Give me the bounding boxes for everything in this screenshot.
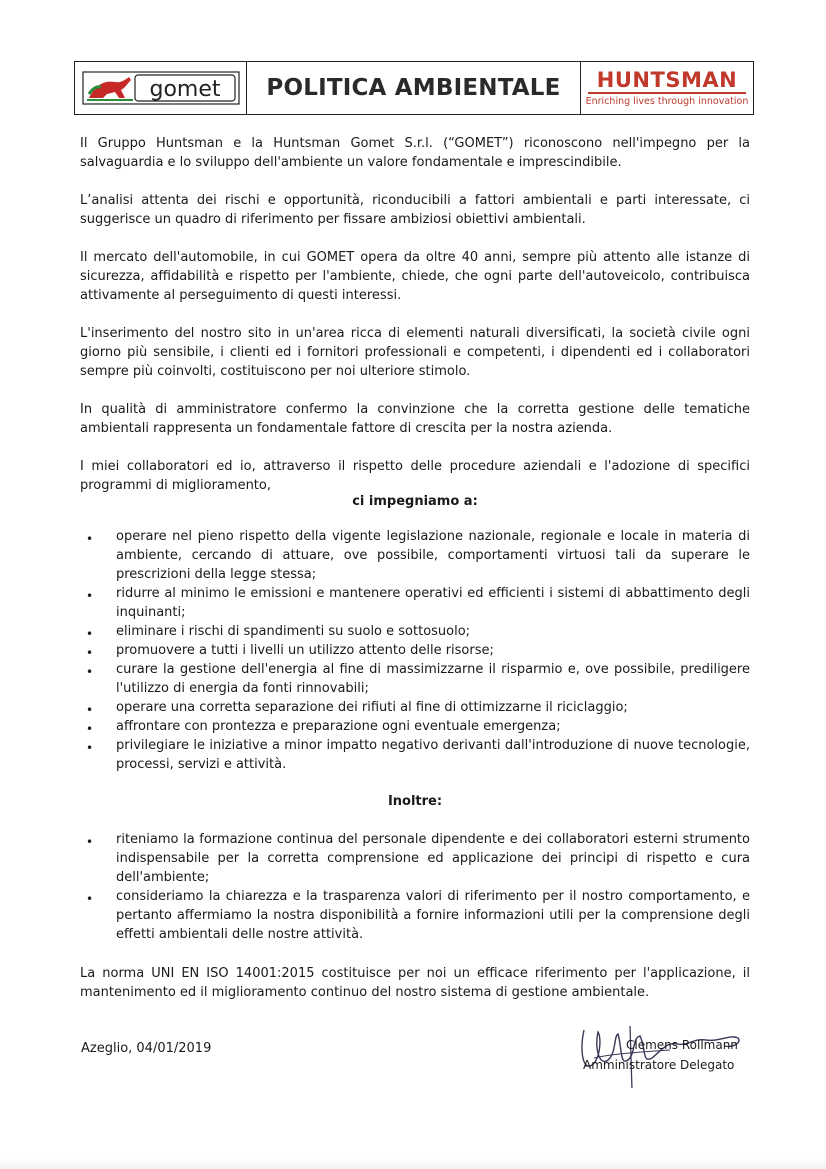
huntsman-rule [588,92,746,94]
bullet-glyph: • [86,892,94,906]
list-item: privilegiare le iniziative a minor impatto negativo derivanti dall'introduzione di nuove tecnologie, processi, servizi e attività. [116,738,750,772]
list-item: operare una corretta separazione dei rifiuti al fine di ottimizzarne il riciclaggio; [116,700,628,715]
bullet-glyph: • [86,703,94,717]
list-item: riteniamo la formazione continua del personale dipendente e dei collaboratori esterni strumento indispensabile per la corretta comprensione ed applicazione dei principi di rispetto e cura dell'ambiente; [116,832,750,885]
also-heading: Inoltre: [387,794,443,809]
paragraph-collaborators: I miei collaboratori ed io, attraverso il rispetto delle procedure aziendali e l'adozione di specifici programmi di miglioramento, [80,459,750,493]
bullet-glyph: • [86,532,94,546]
document-title: POLITICA AMBIENTALE [266,75,561,101]
gomet-logo [75,62,247,114]
huntsman-wordmark: HUNTSMAN [596,67,738,92]
bullet-glyph: • [86,665,94,679]
bullet-glyph: • [86,589,94,603]
list-item: ridurre al minimo le emissioni e mantenere operativi ed efficienti i sistemi di abbattimento degli inquinanti; [116,586,750,620]
paragraph-administrator: In qualità di amministratore confermo la convinzione che la corretta gestione delle tematiche ambientali rappresenta un fondamentale fattore di crescita per la nostra azienda. [80,402,750,436]
list-item: consideriamo la chiarezza e la trasparenza valori di riferimento per il nostro comportamento, e pertanto affermiamo la nostra disponibilità a fornire informazioni utili per la comprensione degli effetti ambientali delle nostre attività. [116,889,750,942]
title-cell [247,62,581,114]
list-item: affrontare con prontezza e preparazione ogni eventuale emergenza; [116,719,561,734]
paragraph-site: L'inserimento del nostro sito in un'area ricca di elementi naturali diversificati, la società civile ogni giorno più sensibile, i clienti ed i fornitori professionali e competenti, i dipendenti ed i collaboratori sempre più coinvolti, costituiscono per noi ulteriore stimolo. [80,326,750,379]
huntsman-logo [581,62,753,114]
bullet-glyph: • [86,835,94,849]
huntsman-tagline: Enriching lives through innovation [585,95,749,107]
svg-text:gomet: gomet [148,77,221,102]
commit-heading: ci impegniamo a: [352,494,478,509]
document-header [74,61,754,115]
bullet-glyph: • [86,646,94,660]
bullet-glyph: • [86,722,94,736]
signer-name: Clemens Rollmann [626,1038,738,1052]
bullet-glyph: • [86,627,94,641]
list-item: operare nel pieno rispetto della vigente legislazione nazionale, regionale e locale in materia di ambiente, cercando di attuare, ove possibile, comportamenti virtuosi tali da superare le prescrizioni della legge stessa; [116,529,750,582]
page-bottom-edge [0,1158,826,1169]
date-line: Azeglio, 04/01/2019 [81,1041,212,1056]
paragraph-intro: Il Gruppo Huntsman e la Huntsman Gomet S.r.l. (“GOMET”) riconoscono nell'impegno per la salvaguardia e lo sviluppo dell'ambiente un valore fondamentale e imprescindibile. [80,136,750,170]
paragraph-risk-analysis: L’analisi attenta dei rischi e opportunità, riconducibili a fattori ambientali e parti interessate, ci suggerisce un quadro di riferimento per fissare ambiziosi obiettivi ambientali. [80,193,750,227]
signer-role: Amministratore Delegato [583,1058,735,1072]
paragraph-iso-norm: La norma UNI EN ISO 14001:2015 costituisce per noi un efficace riferimento per l'applicazione, il mantenimento ed il miglioramento continuo del nostro sistema di gestione ambientale. [80,966,750,1000]
gomet-logo-icon [81,68,241,108]
list-item: eliminare i rischi di spandimenti su suolo e sottosuolo; [116,624,471,639]
paragraph-market: Il mercato dell'automobile, in cui GOMET opera da oltre 40 anni, sempre più attento alle istanze di sicurezza, affidabilità e rispetto per l'ambiente, chiede, che ogni parte dell'autoveicolo, contribuisca attivamente al perseguimento di questi interessi. [80,250,750,303]
bullet-glyph: • [86,741,94,755]
list-item: curare la gestione dell'energia al fine di massimizzarne il risparmio e, ove possibile, prediligere l'utilizzo di energia da fonti rinnovabili; [116,662,750,696]
list-item: promuovere a tutti i livelli un utilizzo attento delle risorse; [116,643,494,658]
